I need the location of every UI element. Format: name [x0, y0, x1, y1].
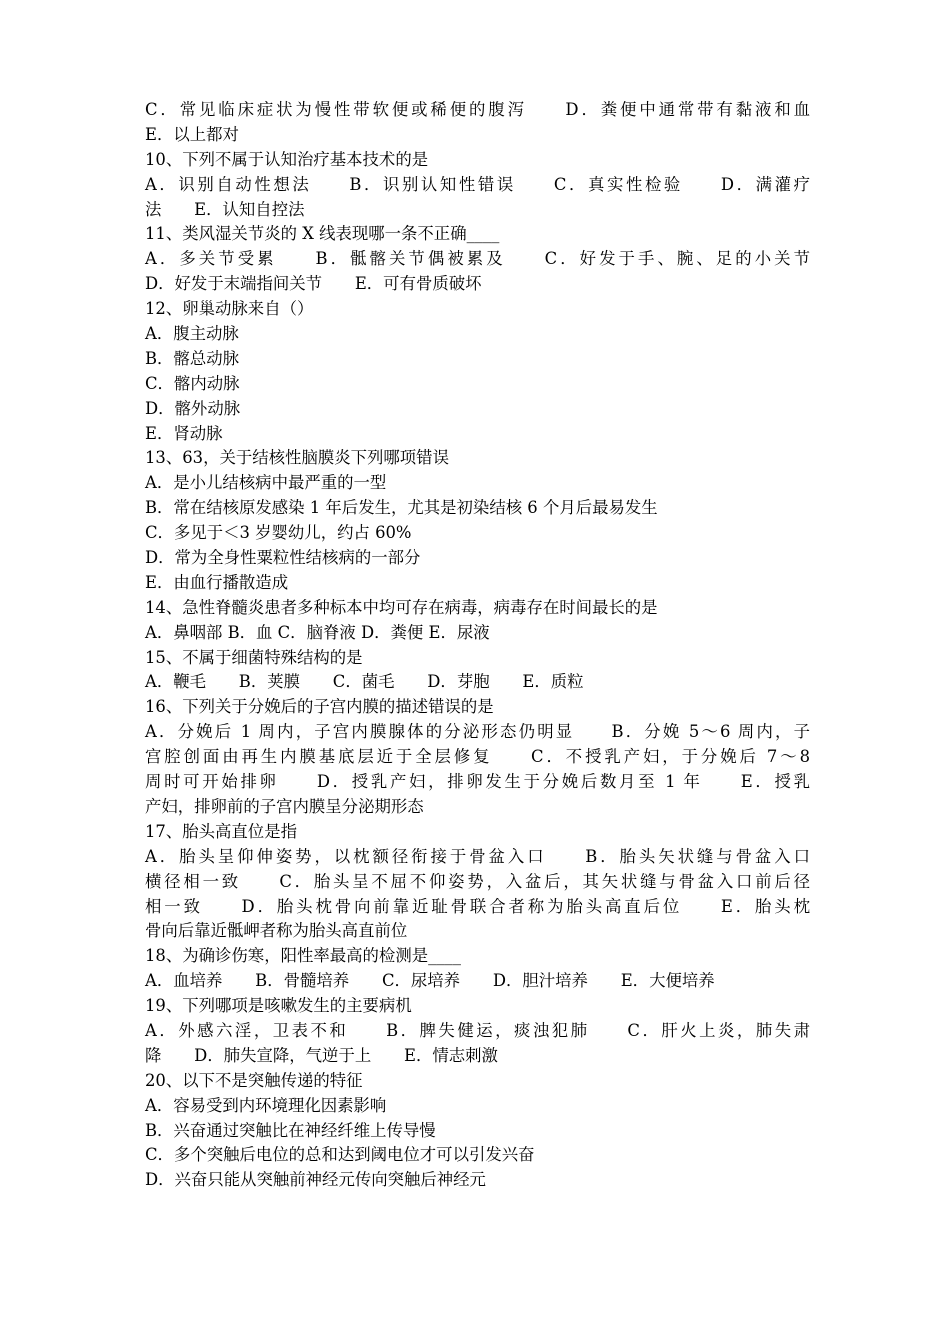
text-line: 横径相一致 C．胎头呈不屈不仰姿势，入盆后，其矢状缝与骨盆入口前后径: [145, 871, 810, 891]
text-line: A．识别自动性想法 B．识别认知性错误 C．真实性检验 D．满灌疗: [145, 174, 810, 194]
question-title: 14、急性脊髓炎患者多种标本中均可存在病毒，病毒存在时间最长的是: [145, 597, 658, 617]
option-line: C．髂内动脉: [145, 373, 240, 393]
option-line: A．鞭毛 B．荚膜 C．菌毛 D．芽胞 E．质粒: [145, 672, 584, 692]
question-title: 16、下列关于分娩后的子宫内膜的描述错误的是: [145, 697, 494, 717]
option-line: D．髂外动脉: [145, 398, 241, 418]
option-line: A．鼻咽部 B．血 C．脑脊液 D．粪便 E．尿液: [145, 622, 490, 642]
question-title: 17、胎头高直位是指: [145, 821, 297, 841]
document-page: [145, 98, 810, 1193]
option-line: B．髂总动脉: [145, 348, 239, 368]
question-title: 13、63，关于结核性脑膜炎下列哪项错误: [145, 448, 449, 468]
question-title: 20、以下不是突触传递的特征: [145, 1070, 363, 1090]
option-line: A．容易受到内环境理化因素影响: [145, 1095, 387, 1115]
option-line: A．血培养 B．骨髓培养 C．尿培养 D．胆汁培养 E．大便培养: [145, 971, 715, 991]
option-line: E．由血行播散造成: [145, 572, 289, 592]
text-line: 法 E．认知自控法: [145, 199, 305, 219]
text-line: A．多关节受累 B．骶髂关节偶被累及 C．好发于手、腕、足的小关节: [145, 249, 810, 269]
option-line: B．常在结核原发感染 1 年后发生，尤其是初染结核 6 个月后最易发生: [145, 498, 658, 518]
option-line: C．多个突触后电位的总和达到阈电位才可以引发兴奋: [145, 1145, 535, 1165]
text-line: 降 D．肺失宣降，气逆于上 E．情志刺激: [145, 1045, 498, 1065]
question-title: 11、类风湿关节炎的 X 线表现哪一条不正确____: [145, 224, 500, 244]
option-line: A．腹主动脉: [145, 324, 239, 344]
text-line: 相一致 D．胎头枕骨向前靠近耻骨联合者称为胎头高直后位 E．胎头枕: [145, 896, 810, 916]
text-line: 产妇，排卵前的子宫内膜呈分泌期形态: [145, 796, 424, 816]
text-line: D．好发于末端指间关节 E．可有骨质破坏: [145, 274, 482, 294]
text-line: E．以上都对: [145, 124, 239, 144]
option-line: B．兴奋通过突触比在神经纤维上传导慢: [145, 1120, 436, 1140]
question-title: 19、下列哪项是咳嗽发生的主要病机: [145, 996, 412, 1016]
option-line: E．肾动脉: [145, 423, 223, 443]
option-line: C．多见于＜3 岁婴幼儿，约占 60%: [145, 523, 412, 543]
text-line: A．分娩后 1 周内，子宫内膜腺体的分泌形态仍明显 B．分娩 5～6 周内，子: [145, 722, 810, 742]
text-line: 骨向后靠近骶岬者称为胎头高直前位: [145, 921, 408, 941]
option-line: D．兴奋只能从突触前神经元传向突触后神经元: [145, 1170, 486, 1190]
text-line: C．常见临床症状为慢性带软便或稀便的腹泻 D．粪便中通常带有黏液和血: [145, 100, 810, 119]
text-line: 宫腔创面由再生内膜基底层近于全层修复 C．不授乳产妇，于分娩后 7～8: [145, 747, 810, 767]
question-title: 10、下列不属于认知治疗基本技术的是: [145, 149, 429, 169]
text-line: A．胎头呈仰伸姿势，以枕额径衔接于骨盆入口 B．胎头矢状缝与骨盆入口: [145, 846, 810, 866]
question-title: 12、卵巢动脉来自（）: [145, 299, 314, 319]
text-line: A．外感六淫，卫表不和 B．脾失健运，痰浊犯肺 C．肝火上炎，肺失肃: [145, 1020, 810, 1040]
question-title: 15、不属于细菌特殊结构的是: [145, 647, 363, 667]
text-line: 周时可开始排卵 D．授乳产妇，排卵发生于分娩后数月至 1 年 E．授乳: [145, 772, 810, 792]
option-line: A．是小儿结核病中最严重的一型: [145, 473, 387, 493]
option-line: D．常为全身性粟粒性结核病的一部分: [145, 548, 421, 568]
question-title: 18、为确诊伤寒，阳性率最高的检测是____: [145, 946, 461, 966]
